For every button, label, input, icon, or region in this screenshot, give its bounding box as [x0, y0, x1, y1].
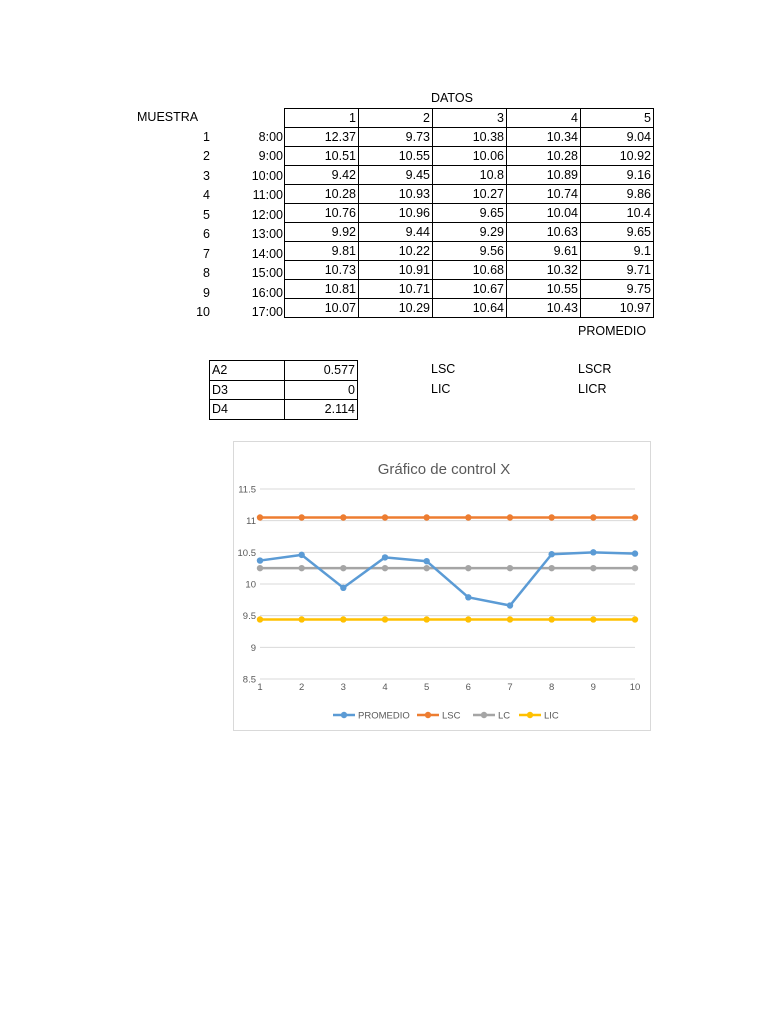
series-point-lc — [507, 565, 513, 571]
muestra-number: 8 — [203, 266, 210, 280]
data-cell: 9.75 — [581, 280, 654, 299]
data-cell: 10.34 — [507, 128, 581, 147]
series-point-lc — [548, 565, 554, 571]
constant-row — [210, 400, 358, 420]
series-point-lc — [632, 565, 638, 571]
series-point-promedio — [298, 552, 304, 558]
x-tick-label: 1 — [257, 682, 263, 693]
control-chart — [233, 441, 651, 731]
lic-label: LIC — [431, 382, 451, 396]
datos-header: DATOS — [431, 91, 473, 105]
control-chart-svg — [234, 442, 650, 730]
legend-marker-lsc — [425, 712, 431, 718]
series-point-lic — [548, 616, 554, 622]
constants-table — [209, 360, 358, 420]
data-cell: 10.71 — [359, 280, 433, 299]
data-cell: 10.06 — [433, 147, 507, 166]
constant-value: 0 — [285, 380, 358, 400]
series-point-lsc — [507, 514, 513, 520]
data-cell: 9.92 — [285, 223, 359, 242]
data-table — [284, 108, 654, 318]
data-cell: 9.71 — [581, 261, 654, 280]
muestra-header: MUESTRA — [137, 110, 199, 124]
data-cell: 10.28 — [507, 147, 581, 166]
constant-value: 0.577 — [285, 361, 358, 381]
series-point-lic — [340, 616, 346, 622]
table-row — [285, 299, 654, 318]
series-point-promedio — [548, 551, 554, 557]
x-tick-label: 9 — [590, 682, 596, 693]
lscr-label: LSCR — [578, 362, 612, 376]
data-cell: 12.37 — [285, 128, 359, 147]
data-cell: 10.81 — [285, 280, 359, 299]
series-point-lsc — [548, 514, 554, 520]
series-point-promedio — [257, 557, 263, 563]
x-tick-label: 4 — [382, 682, 388, 693]
muestra-number: 6 — [203, 227, 210, 241]
legend-marker-lic — [527, 712, 533, 718]
series-point-lc — [257, 565, 263, 571]
column-header: 2 — [359, 109, 433, 128]
constant-label: A2 — [210, 361, 285, 381]
series-point-promedio — [590, 549, 596, 555]
data-cell: 9.44 — [359, 223, 433, 242]
data-cell: 9.29 — [433, 223, 507, 242]
muestra-time: 12:00 — [251, 207, 283, 222]
y-tick-label: 10 — [245, 579, 256, 591]
y-tick-label: 9 — [250, 642, 256, 654]
series-point-lsc — [257, 514, 263, 520]
muestra-time: 9:00 — [258, 149, 283, 163]
muestra-time: 8:00 — [258, 129, 283, 144]
table-row — [285, 261, 654, 280]
series-point-lic — [465, 616, 471, 622]
data-cell: 9.56 — [433, 242, 507, 261]
data-cell: 10.63 — [507, 223, 581, 242]
constant-value: 2.114 — [285, 400, 358, 420]
muestra-time: 11:00 — [252, 188, 283, 202]
series-point-lic — [590, 616, 596, 622]
lsc-label: LSC — [431, 362, 456, 376]
data-cell: 9.42 — [285, 166, 359, 185]
table-row — [285, 204, 654, 223]
legend-label-lsc: LSC — [442, 710, 461, 722]
muestra-number: 10 — [196, 305, 210, 319]
series-point-lc — [465, 565, 471, 571]
data-cell: 10.89 — [507, 166, 581, 185]
column-header: 5 — [581, 109, 654, 128]
series-point-lsc — [590, 514, 596, 520]
table-row — [285, 185, 654, 204]
column-header-row — [285, 109, 654, 128]
table-row — [285, 147, 654, 166]
muestra-time: 17:00 — [251, 305, 283, 319]
series-point-lic — [423, 616, 429, 622]
data-cell: 9.16 — [581, 166, 654, 185]
y-tick-label: 10.5 — [237, 547, 256, 559]
data-cell: 10.96 — [359, 204, 433, 223]
series-point-lsc — [423, 514, 429, 520]
data-cell: 10.73 — [285, 261, 359, 280]
muestra-number: 4 — [203, 188, 210, 202]
data-cell: 9.81 — [285, 242, 359, 261]
legend-marker-lc — [481, 712, 487, 718]
data-cell: 9.04 — [581, 128, 654, 147]
data-cell: 10.97 — [581, 299, 654, 318]
data-cell: 9.65 — [581, 223, 654, 242]
table-row — [285, 242, 654, 261]
series-point-lsc — [382, 514, 388, 520]
constant-label: D4 — [210, 400, 285, 420]
data-cell: 10.64 — [433, 299, 507, 318]
y-tick-label: 9.5 — [242, 611, 256, 623]
x-tick-label: 2 — [299, 682, 305, 693]
series-line-promedio — [260, 552, 635, 605]
legend-label-lc: LC — [498, 710, 511, 722]
muestra-number: 1 — [203, 129, 210, 144]
series-point-lic — [507, 616, 513, 622]
y-tick-label: 11.5 — [238, 484, 256, 496]
x-tick-label: 6 — [465, 682, 471, 693]
muestra-time: 13:00 — [251, 227, 283, 241]
column-header: 4 — [507, 109, 581, 128]
series-point-promedio — [465, 594, 471, 600]
data-cell: 10.32 — [507, 261, 581, 280]
table-row — [285, 280, 654, 299]
series-point-lc — [423, 565, 429, 571]
series-point-lc — [590, 565, 596, 571]
promedio-label: PROMEDIO — [578, 324, 647, 338]
data-cell: 10.22 — [359, 242, 433, 261]
column-header: 3 — [433, 109, 507, 128]
muestra-time: 14:00 — [251, 246, 283, 261]
series-point-lc — [382, 565, 388, 571]
legend-marker-promedio — [341, 712, 347, 718]
data-cell: 9.1 — [581, 242, 654, 261]
constant-label: D3 — [210, 380, 285, 400]
data-cell: 9.65 — [433, 204, 507, 223]
series-point-lsc — [465, 514, 471, 520]
data-cell: 10.27 — [433, 185, 507, 204]
data-cell: 10.68 — [433, 261, 507, 280]
x-tick-label: 3 — [340, 682, 346, 693]
data-cell: 10.55 — [507, 280, 581, 299]
data-cell: 10.93 — [359, 185, 433, 204]
data-cell: 10.07 — [285, 299, 359, 318]
x-tick-label: 5 — [424, 682, 430, 693]
data-cell: 10.55 — [359, 147, 433, 166]
series-point-lic — [257, 616, 263, 622]
data-cell: 10.29 — [359, 299, 433, 318]
muestra-number: 3 — [203, 168, 210, 183]
table-row — [285, 223, 654, 242]
data-cell: 9.45 — [359, 166, 433, 185]
data-cell: 10.28 — [285, 185, 359, 204]
constant-row — [210, 380, 358, 400]
licr-label: LICR — [578, 382, 607, 396]
muestra-number: 5 — [203, 207, 210, 222]
legend-label-promedio: PROMEDIO — [358, 710, 410, 722]
series-point-promedio — [382, 554, 388, 560]
data-cell: 9.86 — [581, 185, 654, 204]
chart-title: Gráfico de control X — [377, 461, 511, 478]
data-cell: 10.51 — [285, 147, 359, 166]
data-cell: 10.04 — [507, 204, 581, 223]
data-cell: 10.91 — [359, 261, 433, 280]
data-cell: 9.61 — [507, 242, 581, 261]
muestra-number: 7 — [203, 246, 210, 261]
series-point-lic — [382, 616, 388, 622]
series-point-lsc — [298, 514, 304, 520]
series-point-lic — [632, 616, 638, 622]
constant-row — [210, 361, 358, 381]
muestra-time: 10:00 — [251, 168, 283, 183]
series-point-lc — [298, 565, 304, 571]
x-tick-label: 8 — [549, 682, 555, 693]
series-point-lsc — [632, 514, 638, 520]
series-point-promedio — [632, 550, 638, 556]
table-row — [285, 128, 654, 147]
column-header: 1 — [285, 109, 359, 128]
series-point-lsc — [340, 514, 346, 520]
muestra-number: 9 — [203, 285, 210, 300]
data-cell: 10.67 — [433, 280, 507, 299]
data-cell: 10.76 — [285, 204, 359, 223]
x-tick-label: 10 — [629, 682, 641, 693]
table-row — [285, 166, 654, 185]
series-point-promedio — [340, 585, 346, 591]
series-point-lc — [340, 565, 346, 571]
y-tick-label: 8.5 — [242, 674, 256, 686]
series-point-promedio — [423, 558, 429, 564]
muestra-time: 16:00 — [251, 285, 283, 300]
data-cell: 10.38 — [433, 128, 507, 147]
data-cell: 10.92 — [581, 147, 654, 166]
data-cell: 10.8 — [433, 166, 507, 185]
muestra-time: 15:00 — [251, 266, 283, 280]
legend-label-lic: LIC — [544, 710, 559, 722]
x-tick-label: 7 — [507, 682, 513, 693]
series-point-promedio — [507, 602, 513, 608]
data-cell: 10.4 — [581, 204, 654, 223]
data-cell: 9.73 — [359, 128, 433, 147]
muestra-number: 2 — [203, 149, 210, 163]
data-cell: 10.43 — [507, 299, 581, 318]
series-point-lic — [298, 616, 304, 622]
y-tick-label: 11 — [246, 516, 256, 528]
data-cell: 10.74 — [507, 185, 581, 204]
